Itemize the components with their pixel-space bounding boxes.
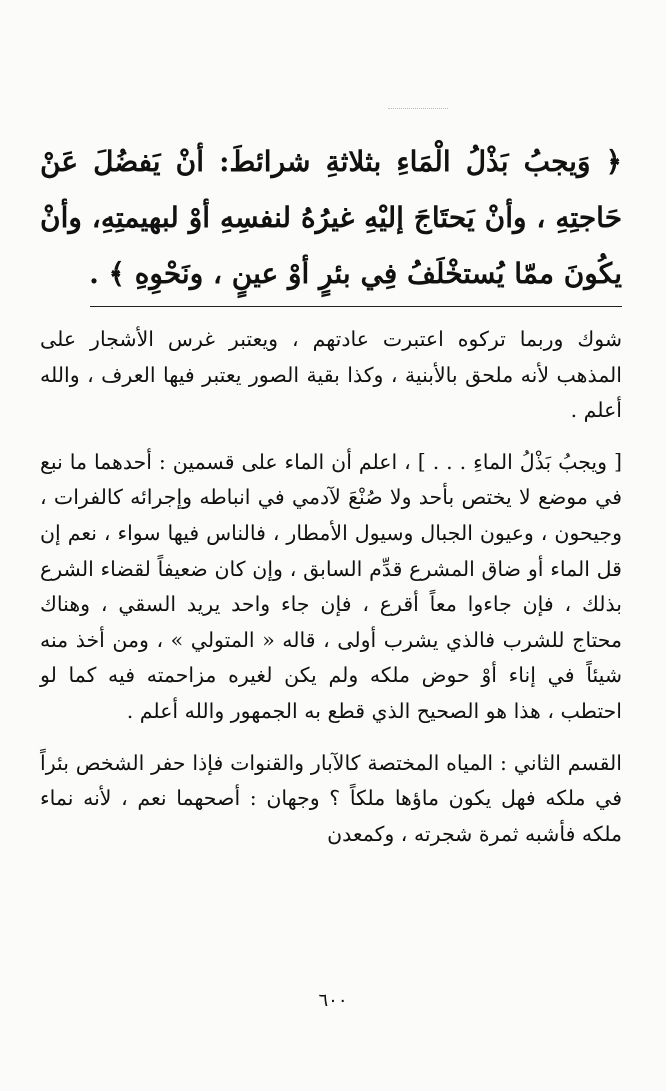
commentary-paragraph: [ ويجبُ بَذْلُ الماءِ . . . ] ، اعلم أن الماء على قسمين : أحدهما ما نبع في موضع لا يختص بأحد ولا صُنْعَ لآدمي في انباطه وإجرائه كالفرات ، وجيحون ، وعيون الجبال وسيول الأمطار ، فالناس فيها سواء ، نعم إن قل الماء أو ضاق المشرع قدِّم السابق ، وإن كان ضعيفاً لقضاء الشرع بذلك ، فإن جاءوا معاً أقرع ، فإن جاء واحد يريد السقي ، وهناك محتاج للشرب فالذي يشرب أولى ، قاله « المتولي » ، ومن أخذ منه شيئاً في إناء أوْ حوض ملكه ولم يكن لغيره مزاحمته فيه كما لو احتطب ، هذا هو الصحيح الذي قطع به الجمهور والله أعلم .	[40, 449, 622, 723]
commentary-paragraph: القسم الثاني : المياه المختصة كالآبار والقنوات فإذا حفر الشخص بئراً في ملكه فهل يكون ماؤها ملكاً ؟ وجهان : أصحهما نعم ، لأنه نماء ملكه فأشبه ثمرة شجرته ، وكمعدن	[40, 750, 622, 846]
matn-paragraph: ﴿ وَيجبُ بَذْلُ الْمَاءِ بثلاثةِ شرائطَ: أنْ يَفضُلَ عَنْ حَاجتِهِ ، وأنْ يَحتَاجَ إليْهِ غيرُهُ لنفسِهِ أوْ لبهيمتِهِ، وأنْ يكُونَ ممّا يُستخْلَفُ فِي بئرٍ أوْ عينٍ ، ونَحْوِهِ ﴾ .	[40, 145, 622, 290]
separator-rule	[90, 306, 622, 307]
matn-text-block	[40, 134, 622, 302]
commentary-block	[40, 322, 622, 870]
commentary-paragraph: شوك وربما تركوه اعتبرت عادتهم ، ويعتبر غرس الأشجار على المذهب لأنه ملحق بالأبنية ، وكذا بقية الصور يعتبر فيها العرف ، والله أعلم .	[40, 327, 622, 423]
scan-mark	[388, 108, 448, 109]
page-number: ٦٠٠	[318, 990, 348, 1011]
